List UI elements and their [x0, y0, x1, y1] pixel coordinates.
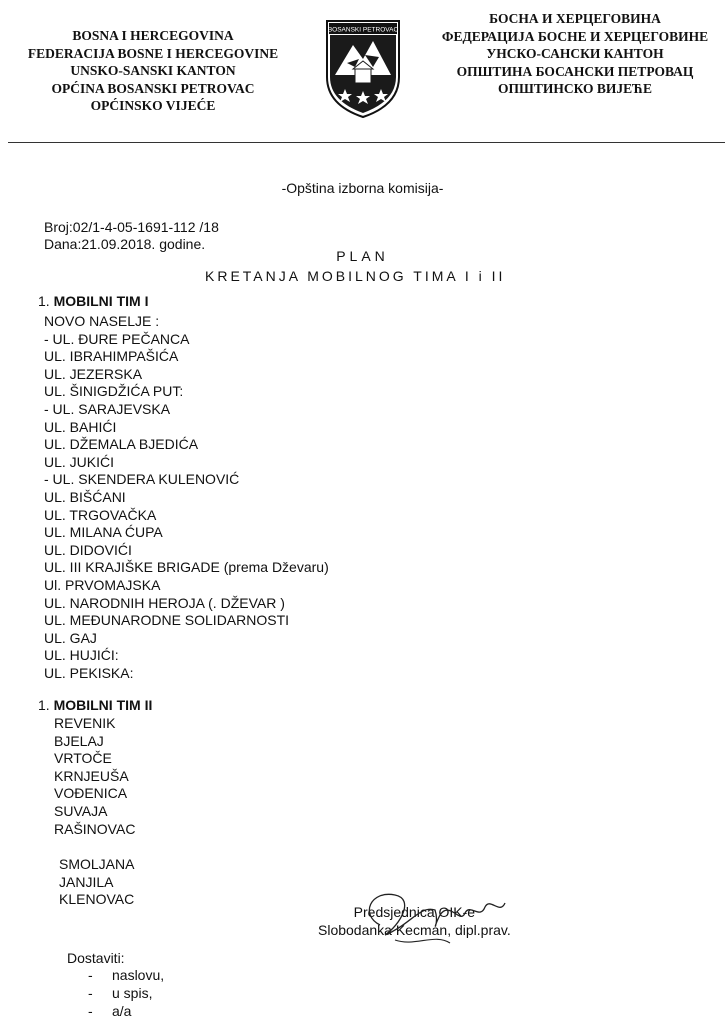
- list-item: RAŠINOVAC: [54, 820, 136, 837]
- header-right-line: ОПШТИНА БОСАНСКИ ПЕТРОВАЦ: [456, 63, 694, 79]
- list-item: UL. MEĐUNARODNE SOLIDARNOSTI: [44, 612, 290, 629]
- delivery-label: Dostaviti:: [67, 950, 125, 966]
- header-left-line: OPĆINSKO VIJEĆE: [90, 98, 216, 113]
- delivery-dash: -: [88, 1003, 93, 1019]
- list-item: - UL. ĐURE PEČANCA: [44, 330, 190, 347]
- list-item: JANJILA: [59, 873, 114, 890]
- list-item: KLENOVAC: [59, 891, 135, 908]
- delivery-item-text: naslovu,: [112, 967, 165, 983]
- list-item: - UL. SARAJEVSKA: [44, 400, 171, 417]
- delivery-item-text: u spis,: [112, 985, 153, 1001]
- team2-list: [54, 715, 135, 838]
- signature-name: Slobodanka Kecman, dipl.prav.: [318, 922, 511, 938]
- list-item: UL. MILANA ĆUPA: [44, 524, 163, 541]
- list-item: UL. ŠINIGDŽIĆA PUT:: [44, 383, 184, 400]
- delivery-dash: -: [88, 985, 93, 1001]
- team1-list: [44, 313, 329, 682]
- delivery-item: [88, 984, 164, 1002]
- document-date: Dana:21.09.2018. godine.: [44, 236, 206, 252]
- list-item: UL. HUJIĆI:: [44, 647, 119, 664]
- team2-title: MOBILNI TIM II: [53, 697, 153, 713]
- list-item: KRNJEUŠA: [54, 767, 129, 784]
- team1-heading: [38, 293, 148, 309]
- list-item: UL. JEZERSKA: [44, 365, 143, 382]
- header-left: [8, 27, 298, 115]
- delivery-list: [88, 966, 164, 1020]
- list-item: UL. BAHIĆI: [44, 418, 117, 435]
- list-item: - UL. SKENDERA KULENOVIĆ: [44, 471, 240, 488]
- team1-prefix: 1.: [38, 293, 50, 309]
- header-left-line: BOSNA I HERCEGOVINA: [72, 28, 234, 43]
- header-right-line: ФЕДЕРАЦИЈА БОСНЕ И ХЕРЦЕГОВИНЕ: [441, 28, 709, 44]
- team2-list-b: [59, 856, 134, 909]
- header-left-line: UNSKO-SANSKI KANTON: [70, 63, 236, 78]
- header-left-line: FEDERACIJA BOSNE I HERCEGOVINE: [27, 45, 279, 61]
- plan-title: PLAN: [336, 248, 389, 264]
- list-item: Ul. PRVOMAJSKA: [44, 576, 161, 593]
- list-item: UL. IBRAHIMPAŠIĆA: [44, 348, 179, 365]
- handwritten-signature: [340, 885, 520, 955]
- list-item: UL. TRGOVAČKA: [44, 506, 157, 523]
- crest-text: BOSANSKI PETROVAC: [327, 26, 399, 34]
- list-item: UL. PEKISKA:: [44, 664, 134, 681]
- list-item: VOĐENICA: [54, 785, 128, 802]
- list-item: UL. JUKIĆI: [44, 453, 115, 470]
- delivery-item: [88, 1002, 164, 1020]
- list-item: UL. DIDOVIĆI: [44, 541, 132, 558]
- delivery-item: [88, 966, 164, 984]
- plan-subtitle: KRETANJA MOBILNOG TIMA I i II: [205, 268, 506, 284]
- team2-prefix: 1.: [38, 697, 50, 713]
- signature-title: Predsjednica OIK-e: [353, 904, 476, 920]
- header-right-line: ОПШТИНСКО ВИЈЕЋЕ: [498, 81, 652, 96]
- document-number: Broj:02/1-4-05-1691-112 /18: [44, 219, 219, 235]
- delivery-item-text: a/a: [112, 1003, 132, 1019]
- list-item: UL. DŽEMALA BJEDIĆA: [44, 436, 199, 453]
- list-item: VRTOČE: [54, 750, 112, 767]
- list-item: UL. III KRAJIŠKE BRIGADE (prema Dževaru): [44, 559, 329, 576]
- commission-name: -Opština izborna komisija-: [281, 180, 444, 196]
- delivery-dash: -: [88, 967, 93, 983]
- header-divider: [8, 142, 725, 143]
- team1-title: MOBILNI TIM I: [53, 293, 149, 309]
- list-item: BJELAJ: [54, 732, 104, 749]
- list-item: SMOLJANA: [59, 856, 135, 872]
- list-item: NOVO NASELJE :: [44, 313, 160, 329]
- header-left-line: OPĆINA BOSANSKI PETROVAC: [51, 80, 255, 96]
- header-right: [425, 10, 725, 98]
- list-item: UL. GAJ: [44, 629, 97, 646]
- list-item: UL. NARODNIH HEROJA (. DŽEVAR ): [44, 594, 285, 611]
- list-item: UL. BIŠĆANI: [44, 488, 126, 505]
- list-item: REVENIK: [54, 715, 116, 731]
- team2-heading: [38, 697, 152, 713]
- municipality-crest: [325, 15, 401, 119]
- list-item: SUVAJA: [54, 802, 108, 819]
- header-right-line: БОСНА И ХЕРЦЕГОВИНА: [489, 11, 661, 26]
- header-right-line: УНСКО-САНСКИ КАНТОН: [486, 46, 664, 61]
